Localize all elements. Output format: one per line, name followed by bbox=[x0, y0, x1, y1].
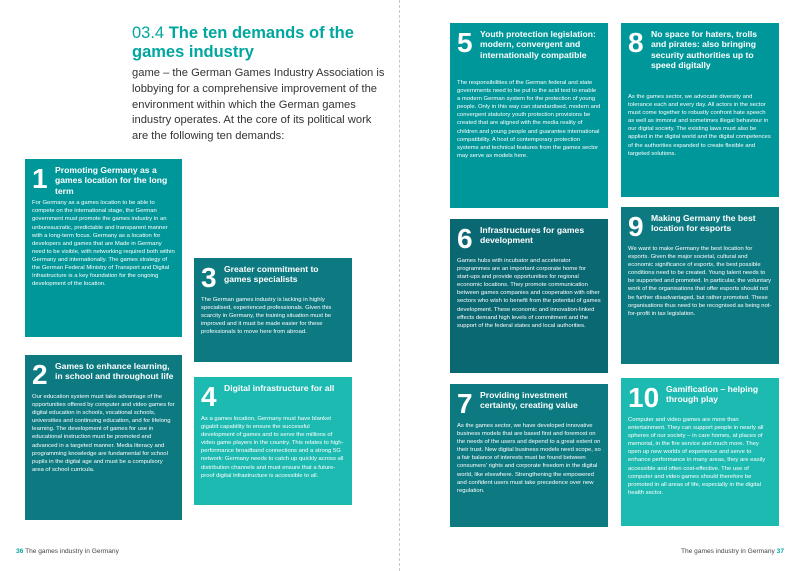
demand-title: Gamification – helping through play bbox=[666, 384, 759, 405]
demand-title: Digital infrastructure for all bbox=[224, 383, 335, 393]
demand-text: As the games sector, we advocate diversity and tolerance each and every day. All actors in the sector must come together to robustly confront hate speech as well as immoral and sometimes illegal behaviour in our digital society. The existing laws must also be applied in the digital world and the digital competences of the authorities expanded to create flexible and targeted solutions. bbox=[628, 94, 771, 157]
demand-title: Youth protection legislation: modern, convergent and internationally compatible bbox=[480, 29, 596, 60]
demand-number: 6 bbox=[457, 223, 473, 254]
demand-number: 8 bbox=[628, 27, 644, 58]
demand-text: Games hubs with incubator and accelerator programmes are an important corporate home for start-ups and provide opportunities for regional economic locations. They promote communication between games companies and cooperation with other sectors who wish to benefit from the potential of games development. These economic and innovation-linked effects demand high levels of commitment and the support of the federal states and local authorities. bbox=[457, 258, 601, 329]
demand-text: As the games sector, we have developed innovative business models that are based first and foremost on the needs of the users and depend to a great extent on their trust. New digital business models need scope, so a fair balance of interests must be found between consumers' rights and corporate freedom in the digital world, like elsewhere. Strengthening the empowered and confident users must take precedence over new regulation. bbox=[457, 423, 601, 494]
footer-text-right: The games industry in Germany bbox=[680, 548, 775, 555]
demand-box-1 bbox=[25, 159, 182, 337]
demand-text: As a games location, Germany must have blanket gigabit capability to ensure the successful development of games and to serve the millions of video game players in the country. This relates to high-performance broadband connections and a strong 5G network: Germany needs to catch up quickly across all distribution channels and must ensure that a future-proof digital infrastructure is accessible to all. bbox=[201, 416, 344, 479]
demand-text: Our education system must take advantage of the opportunities offered by computer and video games for digital education in schools, vocational schools, universities and continuing education, and for lifelong learning. The development of games for use in educational instruction must be promoted and advanced in a targeted manner. Media literacy and programming knowledge are fundamental for school pupils in the digital age and must be a compulsory area of school curricula. bbox=[32, 394, 175, 473]
demand-text: The responsibilities of the German federal and state governments need to be put to the acid test to enable a modern German system for the protection of young people. Only in this way can standardised, modern and convergent statutory youth protection provisions be created that are aligned with the media reality of children and young people and guarantee international compatibility. A host of contemporary protection systems and technical features from the games sector may serve as models here. bbox=[457, 80, 601, 159]
page-divider bbox=[399, 0, 400, 571]
demand-number: 1 bbox=[32, 163, 48, 194]
demand-text: Computer and video games are more than entertainment. They can support people in nearly all spheres of our society – in care homes, at places of memorial, in the fire service and much more. They open up new worlds of experience and serve to enhance performance in many areas, they are easily accessible and often cost-effective. The use of computer and video games should therefore be promoted in all areas of life, especially in the digital health sector. bbox=[628, 417, 766, 496]
demand-number: 10 bbox=[628, 382, 660, 413]
demand-number: 4 bbox=[201, 381, 217, 412]
demand-title: Greater commitment to games specialists bbox=[224, 264, 319, 285]
demand-box-4 bbox=[194, 377, 352, 505]
demand-number: 2 bbox=[32, 359, 48, 390]
page-number-right: 37 bbox=[776, 548, 784, 555]
demand-box-7 bbox=[450, 384, 608, 527]
demand-number: 9 bbox=[628, 211, 644, 242]
section-title: The ten demands of the games industry bbox=[132, 24, 354, 61]
demand-title: Games to enhance learning, in school and throughout life bbox=[55, 361, 174, 382]
page-number-left: 36 bbox=[16, 548, 24, 555]
demand-box-10 bbox=[621, 378, 779, 526]
demand-box-3 bbox=[194, 258, 352, 362]
demand-text: The German games industry is lacking in highly specialised, experienced professionals. Given this scarcity in Germany, the training situation must be improved and it must be made easier for these professionals to move here from abroad. bbox=[201, 297, 332, 336]
demand-box-9 bbox=[621, 207, 779, 364]
demand-number: 5 bbox=[457, 27, 473, 58]
demand-box-2 bbox=[25, 355, 182, 520]
intro-paragraph: game – the German Games Industry Association is lobbying for a comprehensive improvement of the environment within which the German games industry operates. At the core of its political work are the following ten demands: bbox=[132, 67, 385, 143]
demand-box-6 bbox=[450, 219, 608, 373]
demand-title: Providing investment certainty, creating value bbox=[480, 390, 578, 411]
footer-text-left: The games industry in Germany bbox=[25, 548, 119, 555]
demand-title: Promoting Germany as a games location for the long term bbox=[55, 165, 168, 196]
footer-right bbox=[681, 548, 784, 555]
demand-title: No space for haters, trolls and pirates: also bringing security authorities up to speed digitally bbox=[651, 29, 758, 71]
demand-box-8 bbox=[621, 23, 779, 197]
demand-box-5 bbox=[450, 23, 608, 208]
demand-text: For Germany as a games location to be able to compete on the international stage, the German government must promote the games industry in an unbureaucratic, predictable and transparent manner with a long-term focus. Germany as a location for developers and games that are Made in Germany need to be visible, with networking required both within Germany and internationally. The games strategy of the German Federal Ministry of Transport and Digital Infrastructure is a key foundation for the ongoing development of the location. bbox=[32, 200, 175, 288]
section-number: 03.4 bbox=[132, 24, 165, 42]
footer-left bbox=[16, 548, 119, 555]
demand-title: Infrastructures for games development bbox=[480, 225, 585, 246]
demand-text: We want to make Germany the best location for esports. Given the major societal, cultural and economic significance of esports, the best possible conditions need to be created. Young talent needs to be supported and promoted. In particular, the voluntary work of the organisations that offer esports should not be further disadvantaged, but rather promoted. These organisations thus need to be recognised as being not-for-profit in tax legislation. bbox=[628, 246, 772, 317]
demand-number: 7 bbox=[457, 388, 473, 419]
section-heading bbox=[132, 24, 397, 62]
demand-number: 3 bbox=[201, 262, 217, 293]
demand-title: Making Germany the best location for esports bbox=[651, 213, 756, 234]
